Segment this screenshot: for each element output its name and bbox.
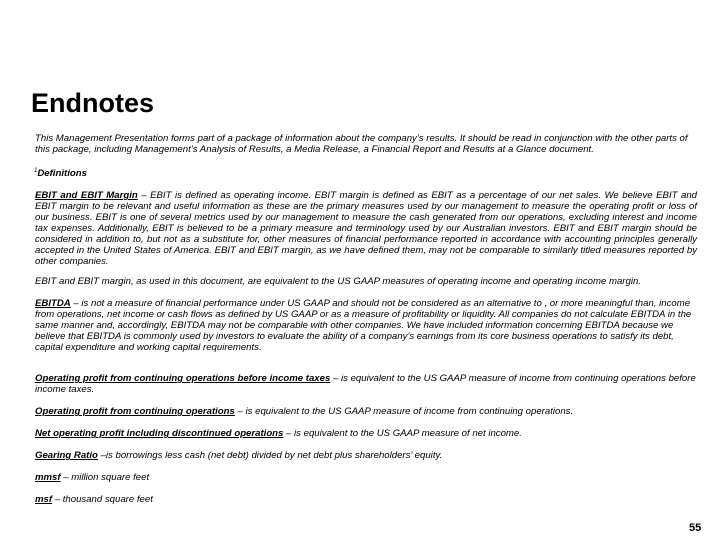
- definition-term: Net operating profit including discontinued operations: [35, 428, 284, 440]
- intro-paragraph: This Management Presentation forms part of a package of information about the company’s results. It should be read in conjunction with the other parts of this package, including Management’s Analysis of Results, a Media Release, a Financial Report and Results at a Glance document.: [35, 133, 688, 155]
- definition-ebitda: [35, 298, 697, 353]
- footnote-marker: 1: [34, 168, 38, 174]
- definition-text: – EBIT is defined as operating income. EBIT margin is defined as EBIT as a percentage of our net sales. We believe EBIT and EBIT margin to be relevant and useful information as these are the primary measures used by our management to measure the operating profit or loss of our business. EBIT is one of several metrics used by our management to measure the cash generated from our operations, excluding interest and income tax expenses. Additionally, EBIT is believed to be a primary measure and terminology used by our Australian investors. EBIT and EBIT margin should be considered in addition to, but not as a substitute for, other measures of financial performance reported in accordance with accounting principles generally accepted in the United States of America. EBIT and EBIT margin, as we have defined them, may not be comparable to similarly titled measures reported by other companies.: [35, 190, 697, 268]
- definition-term: mmsf: [35, 472, 61, 484]
- definition-ebit: [35, 190, 697, 267]
- definition-text: – million square feet: [60, 472, 150, 484]
- definition-ebit-equivalence: [35, 276, 697, 287]
- definition-op-profit-continuing: [35, 406, 697, 417]
- definition-term: msf: [35, 494, 53, 506]
- definition-text: – is equivalent to the US GAAP measure of net income.: [283, 428, 522, 440]
- definition-text: EBIT and EBIT margin, as used in this document, are equivalent to the US GAAP measures of operating income and operating income margin.: [35, 276, 641, 288]
- definition-term: Gearing Ratio: [35, 450, 98, 462]
- definition-msf: [35, 494, 697, 505]
- page-number: 55: [689, 522, 702, 534]
- definition-text: – is equivalent to the US GAAP measure of income from continuing operations.: [234, 406, 574, 418]
- definition-text: – is equivalent to the US GAAP measure of income from continuing operations before income taxes.: [35, 373, 696, 396]
- definition-mmsf: [35, 472, 697, 483]
- definition-text: – thousand square feet: [52, 494, 153, 506]
- definition-term: Operating profit from continuing operations: [35, 406, 235, 418]
- definition-term: EBIT and EBIT Margin: [35, 190, 138, 202]
- definition-gearing-ratio: [35, 450, 697, 461]
- definition-net-op-profit: [35, 428, 697, 439]
- definitions-heading-label: Definitions: [37, 168, 87, 180]
- definition-term: Operating profit from continuing operations before income taxes: [35, 373, 331, 385]
- definition-text: – is not a measure of financial performance under US GAAP and should not be considered as an alternative to , or more meaningful than, income from operations, net income or cash flows as defined by US GAAP or as a measure of profitability or liquidity. All companies do not calculate EBITDA in the same manner and, accordingly, EBITDA may not be comparable with other companies. We have included information concerning EBITDA because we believe that EBITDA is commonly used by investors to evaluate the ability of a company’s earnings from its core business operations to satisfy its debt, capital expenditure and working capital requirements.: [35, 298, 692, 354]
- definition-text: –is borrowings less cash (net debt) divided by net debt plus shareholders’ equity.: [97, 450, 443, 462]
- page-title: Endnotes: [31, 88, 155, 118]
- definition-op-profit-before-tax: [35, 373, 697, 395]
- definitions-heading: [34, 166, 697, 179]
- definition-term: EBITDA: [35, 298, 71, 310]
- endnotes-body: [35, 133, 697, 505]
